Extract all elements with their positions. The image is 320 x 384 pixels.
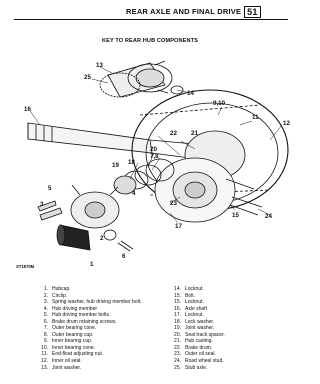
axle-shaft-drawing bbox=[28, 123, 205, 160]
circlip-drawing bbox=[104, 230, 116, 240]
legend-item-number: 24. bbox=[174, 358, 181, 365]
callout-14: 14 bbox=[187, 90, 194, 97]
legend-item-number: 12. bbox=[41, 358, 48, 365]
stub-axle-drawing bbox=[108, 61, 172, 97]
legend-item-number: 25. bbox=[174, 364, 181, 371]
legend-item-text: Circlip. bbox=[52, 292, 68, 299]
legend-item-number: 10. bbox=[41, 344, 48, 351]
callout-17: 17 bbox=[175, 223, 182, 230]
hubcap-drawing bbox=[57, 225, 90, 250]
legend-item-text: Inner bearing cone. bbox=[52, 344, 96, 351]
callout-19: 19 bbox=[112, 162, 119, 169]
header-title: REAR AXLE AND FINAL DRIVE bbox=[126, 7, 242, 16]
legend-item-number: 15. bbox=[174, 292, 181, 299]
legend-item-number: 16. bbox=[174, 305, 181, 312]
page-header bbox=[126, 6, 261, 18]
callout-6: 6 bbox=[122, 253, 126, 260]
callout-3: 3 bbox=[40, 201, 44, 208]
legend-right-column bbox=[169, 286, 289, 371]
callout-5: 5 bbox=[48, 185, 52, 192]
drum-screws-drawing bbox=[118, 241, 133, 251]
hub-casting-drawing bbox=[155, 158, 262, 222]
legend-item-text: Lock washer. bbox=[185, 318, 215, 325]
legend-item-number: 18. bbox=[174, 318, 181, 325]
legend-item-text: Joint washer. bbox=[185, 325, 215, 332]
legend-item bbox=[36, 365, 168, 372]
legend-item-text: Locknut. bbox=[185, 299, 204, 306]
legend-item-text: Outer bearing cup. bbox=[52, 331, 94, 338]
callout-20: 20 bbox=[150, 146, 157, 153]
legend-item-number: 4. bbox=[43, 305, 48, 312]
legend-left-column bbox=[36, 286, 168, 371]
legend-item-text: Hub driving member bolts. bbox=[52, 312, 111, 319]
legend-item-text: Hub driving member bbox=[52, 305, 98, 312]
legend-item-text: Locknut. bbox=[185, 312, 204, 319]
header-rule bbox=[14, 19, 288, 20]
legend-item-number: 19. bbox=[174, 325, 181, 332]
legend-item-text: Inner bearing cup. bbox=[52, 338, 93, 345]
legend-item-text: Brake drum. bbox=[185, 344, 213, 351]
callout-15: 15 bbox=[232, 212, 239, 219]
callout-16: 16 bbox=[24, 106, 31, 113]
legend-item-number: 20. bbox=[174, 331, 181, 338]
legend-item-text: Road wheel stud. bbox=[185, 358, 224, 365]
callout-11: 11 bbox=[252, 114, 259, 121]
legend-item-number: 23. bbox=[174, 351, 181, 358]
callout-25: 25 bbox=[84, 74, 91, 81]
callout-18: 18 bbox=[128, 159, 135, 166]
legend-item-number: 9. bbox=[43, 338, 48, 345]
rear-hub-exploded-diagram bbox=[0, 45, 300, 280]
legend-item-text: Spring washer, hub driving member bolt. bbox=[52, 299, 142, 306]
legend-item-number: 14. bbox=[174, 286, 181, 292]
callout-23: 23 bbox=[170, 200, 177, 207]
legend-item-number: 2. bbox=[43, 292, 48, 299]
legend-item-number: 6. bbox=[43, 318, 48, 325]
legend-item-text: Axle shaft bbox=[185, 305, 207, 312]
legend-item-number: 11. bbox=[41, 351, 48, 358]
legend-item bbox=[169, 365, 289, 372]
legend-item-text: Brake drum retaining screws. bbox=[52, 318, 117, 325]
callout-4: 4 bbox=[132, 190, 136, 197]
legend-item-number: 8. bbox=[43, 331, 48, 338]
legend-item-number: 13. bbox=[41, 364, 48, 371]
hub-driving-member-drawing bbox=[71, 185, 119, 228]
legend-item-text: End-float adjusting nut. bbox=[52, 351, 104, 358]
callout-1: 1 bbox=[90, 261, 94, 268]
legend-item-text: Outer oil seal. bbox=[185, 351, 216, 358]
legend-item-number: 1. bbox=[43, 286, 48, 292]
callout-12: 12 bbox=[283, 120, 290, 127]
legend-item-text: Joint washer. bbox=[52, 364, 82, 371]
legend-item-number: 22. bbox=[174, 344, 181, 351]
legend-item-text: Hub casting. bbox=[185, 338, 213, 345]
callout-13: 13 bbox=[96, 62, 103, 69]
legend-item-text: Seal track spacer. bbox=[185, 331, 225, 338]
legend-item-text: Bolt. bbox=[185, 292, 196, 299]
callout-21: 21 bbox=[191, 130, 198, 137]
legend-item-text: Hubcap. bbox=[52, 286, 71, 292]
legend-item-number: 7. bbox=[43, 325, 48, 332]
callout-9-10: 9,10 bbox=[213, 100, 226, 107]
section-number-badge: 51 bbox=[244, 6, 260, 18]
legend-item-number: 5. bbox=[43, 312, 48, 319]
legend-item-number: 3. bbox=[43, 299, 48, 306]
callout-24: 24 bbox=[265, 213, 272, 220]
legend-item-text: Inner oil seal. bbox=[52, 358, 82, 365]
legend-item-text: Stub axle. bbox=[185, 364, 208, 371]
callout-2: 2 bbox=[100, 235, 104, 242]
legend-item-text: Locknut. bbox=[185, 286, 204, 292]
legend-item-number: 17. bbox=[174, 312, 181, 319]
section-title: KEY TO REAR HUB COMPONENTS bbox=[102, 38, 198, 44]
legend-item-text: Outer bearing cone. bbox=[52, 325, 97, 332]
callout-7-8: 7,8 bbox=[150, 153, 159, 160]
legend-item-number: 15. bbox=[174, 299, 181, 306]
figure-code: ST1870M bbox=[16, 264, 35, 269]
legend-item-number: 21. bbox=[174, 338, 181, 345]
callout-22: 22 bbox=[170, 130, 177, 137]
